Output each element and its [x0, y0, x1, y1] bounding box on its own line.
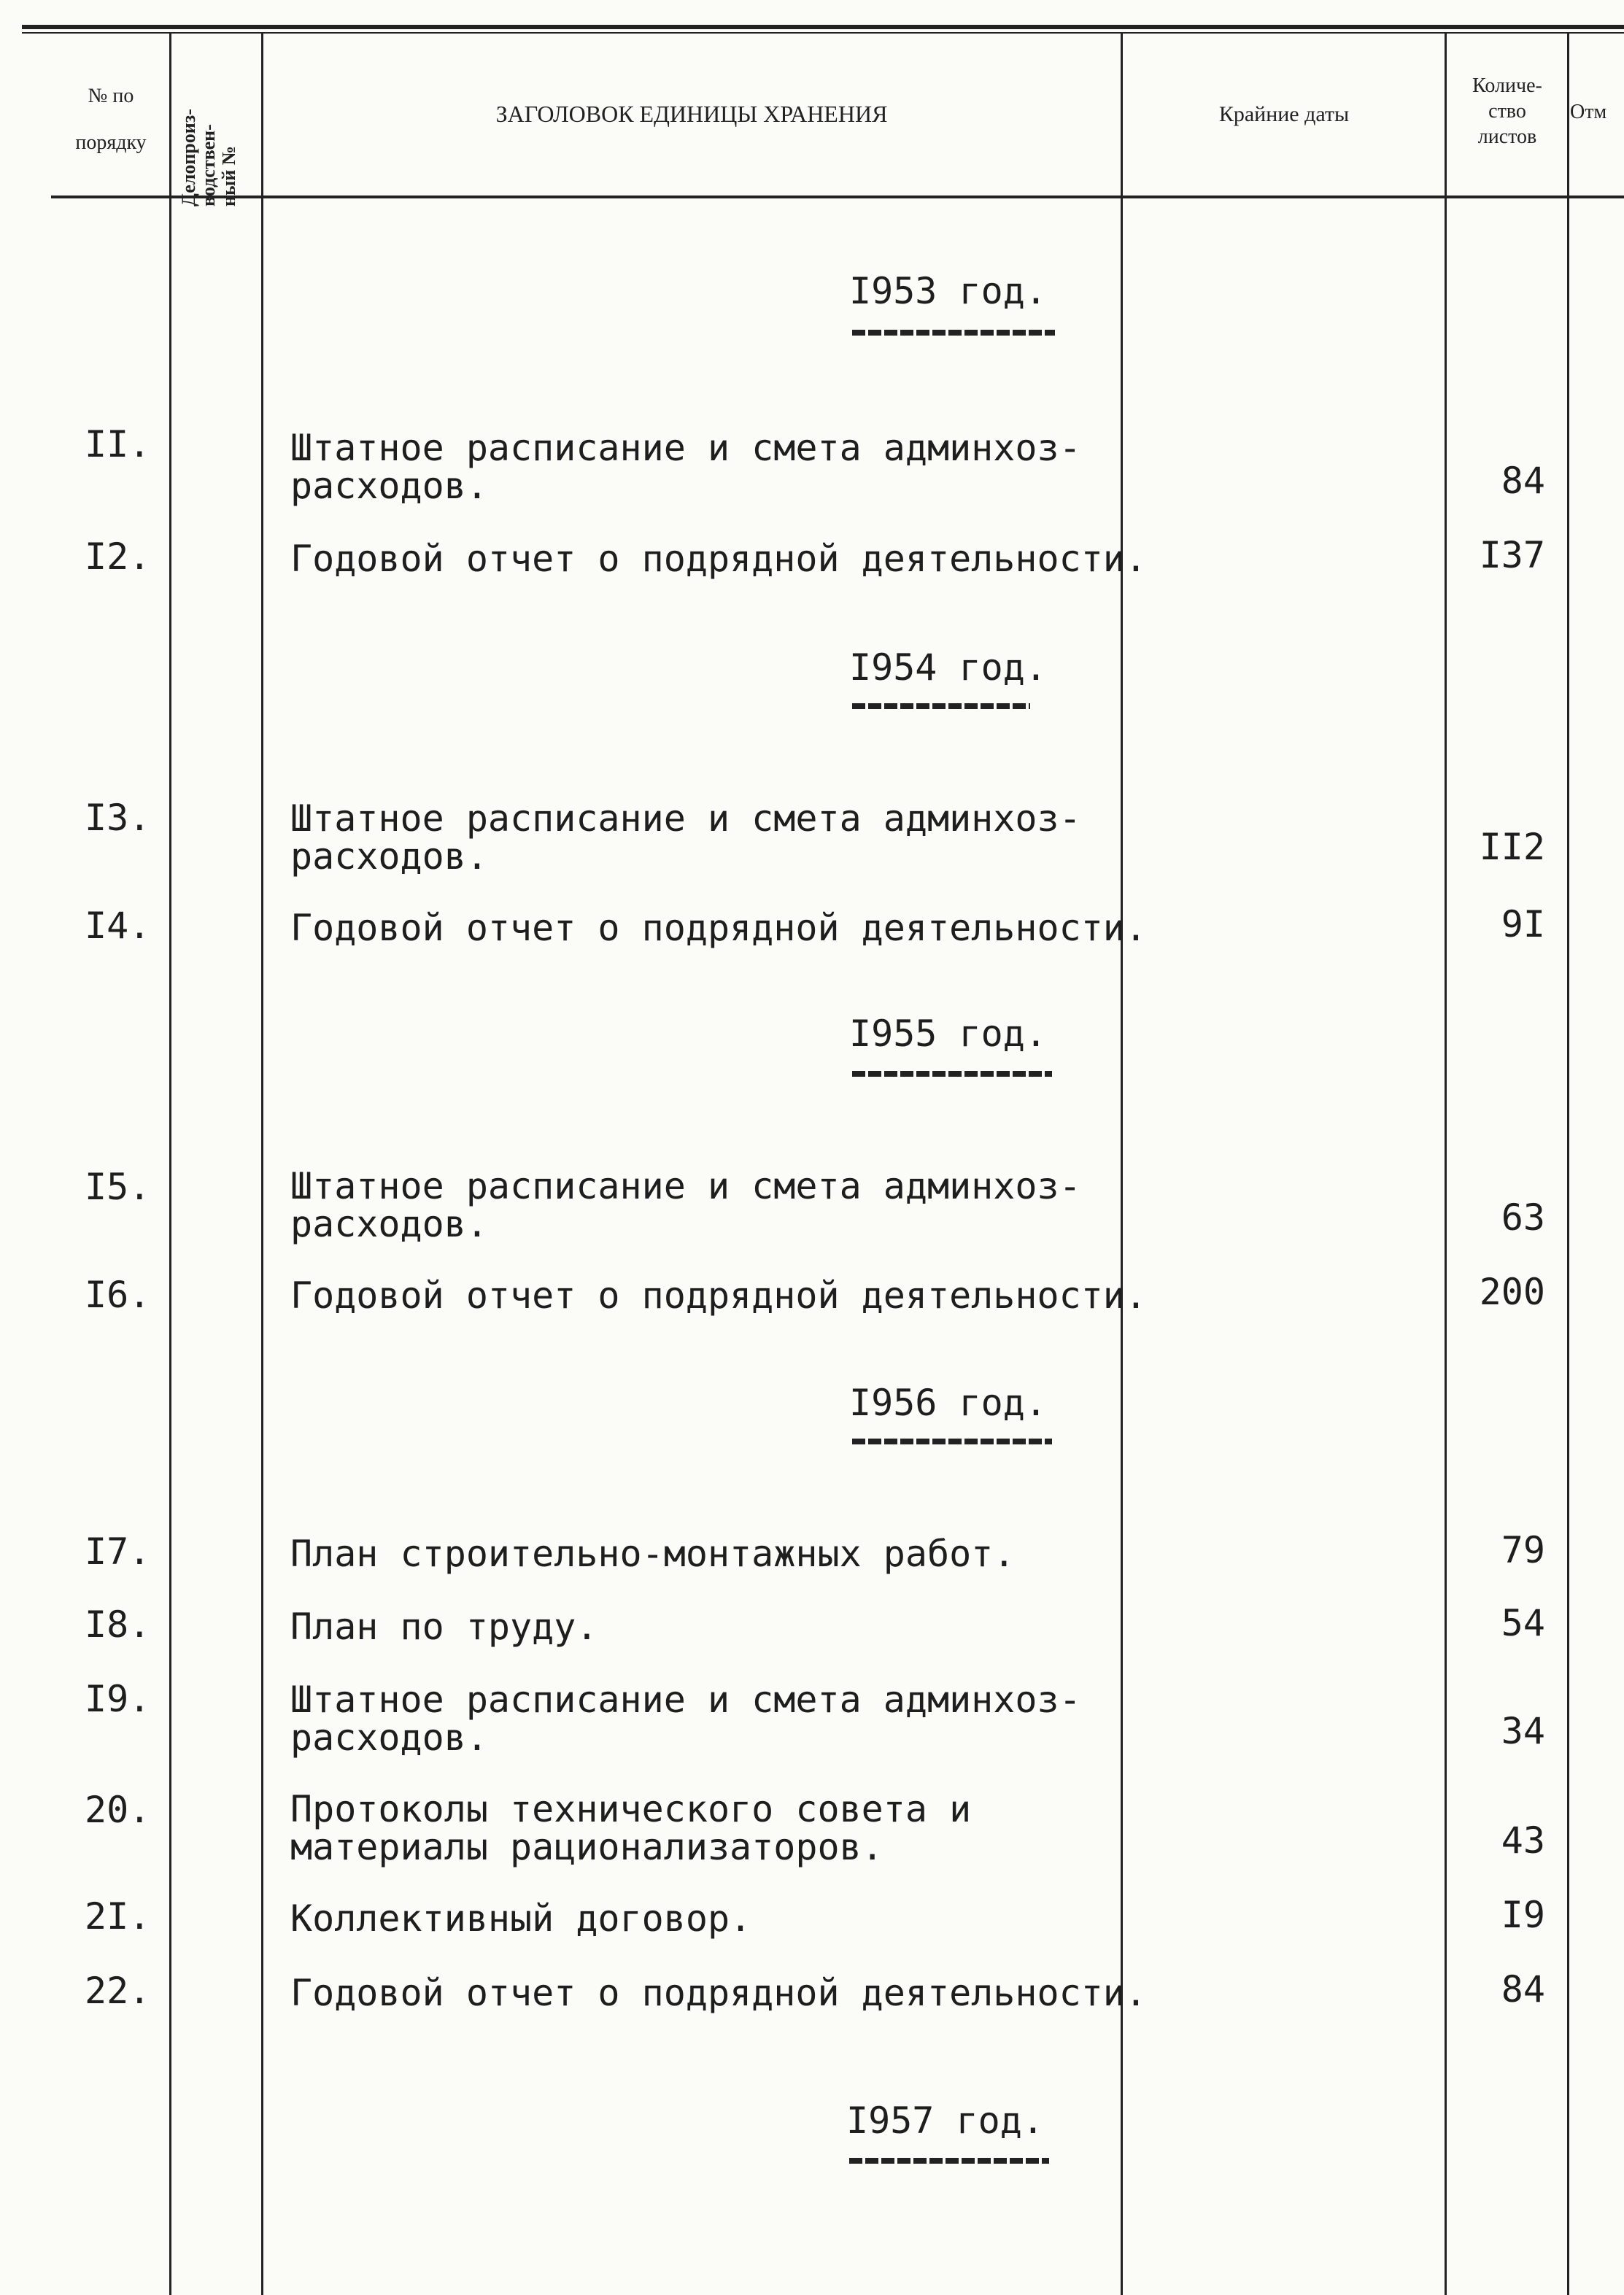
item-title: Штатное расписание и смета админхоз- расходов. [290, 797, 1081, 878]
item-sheet-count: 63 [1501, 1196, 1545, 1239]
header-col-notes: Отм [1570, 101, 1607, 123]
item-number: 20. [85, 1789, 151, 1831]
item-title: Годовой отчет о подрядной деятельности. [290, 1274, 1147, 1317]
year-underline [852, 330, 1055, 336]
year-underline [849, 2158, 1049, 2164]
item-sheet-count: 84 [1501, 1968, 1545, 2010]
year-underline [852, 703, 1030, 709]
item-number: I8. [85, 1603, 151, 1646]
col-rule-1 [169, 34, 171, 2295]
item-number: I7. [85, 1530, 151, 1573]
col-rule-3 [1121, 34, 1123, 2295]
item-number: I6. [85, 1274, 151, 1316]
item-sheet-count: 43 [1501, 1819, 1545, 1862]
col-rule-2 [261, 34, 263, 2295]
year-heading-1954: I954 год. [849, 646, 1047, 689]
item-sheet-count: I37 [1479, 534, 1545, 576]
col-rule-5 [1567, 34, 1569, 2295]
item-title: Годовой отчет о подрядной деятельности. [290, 538, 1147, 580]
item-number: I9. [85, 1678, 151, 1720]
item-title: Штатное расписание и смета админхоз- расходов. [290, 1165, 1081, 1245]
header-col-count: Количе- ство листов [1472, 74, 1542, 148]
item-title: Коллективный договор. [290, 1897, 752, 1940]
item-title: Годовой отчет о подрядной деятельности. [290, 1972, 1147, 2014]
item-sheet-count: 9I [1501, 903, 1545, 945]
header-col-dates: Крайние даты [1218, 102, 1350, 126]
item-title: Протоколы технического совета и материалы рационализаторов. [290, 1788, 972, 1868]
item-title: План по труду. [290, 1606, 598, 1648]
item-number: I2. [85, 535, 151, 578]
item-number: I5. [85, 1166, 151, 1208]
item-title: Штатное расписание и смета админхоз- расходов. [290, 1679, 1081, 1759]
year-heading-1955: I955 год. [849, 1013, 1047, 1055]
header-col-no: № по порядку [75, 85, 147, 154]
item-sheet-count: II2 [1479, 826, 1545, 868]
item-number: II. [85, 423, 151, 465]
item-title: Штатное расписание и смета админхоз- расходов. [290, 427, 1081, 507]
year-heading-1956: I956 год. [849, 1382, 1047, 1424]
header-rule [51, 196, 1624, 198]
item-title: План строительно-монтажных работ. [290, 1533, 1016, 1575]
year-underline [852, 1071, 1052, 1077]
item-sheet-count: 34 [1501, 1710, 1545, 1752]
item-number: I4. [85, 905, 151, 947]
item-sheet-count: 200 [1479, 1271, 1545, 1313]
year-underline [852, 1439, 1052, 1444]
header-col-title: ЗАГОЛОВОК ЕДИНИЦЫ ХРАНЕНИЯ [495, 101, 888, 127]
item-sheet-count: I9 [1501, 1894, 1545, 1936]
col-rule-4 [1445, 34, 1447, 2295]
item-sheet-count: 54 [1501, 1602, 1545, 1644]
item-number: I3. [85, 797, 151, 839]
year-heading-1953: I953 год. [849, 270, 1047, 312]
header-col-office: Делопроиз- водствен- ный № [178, 109, 239, 206]
item-title: Годовой отчет о подрядной деятельности. [290, 907, 1147, 949]
item-number: 22. [85, 1970, 151, 2012]
item-sheet-count: 84 [1501, 460, 1545, 502]
top-rule [22, 25, 1624, 29]
item-sheet-count: 79 [1501, 1529, 1545, 1571]
item-number: 2I. [85, 1895, 151, 1938]
year-heading-1957: I957 год. [846, 2099, 1044, 2142]
